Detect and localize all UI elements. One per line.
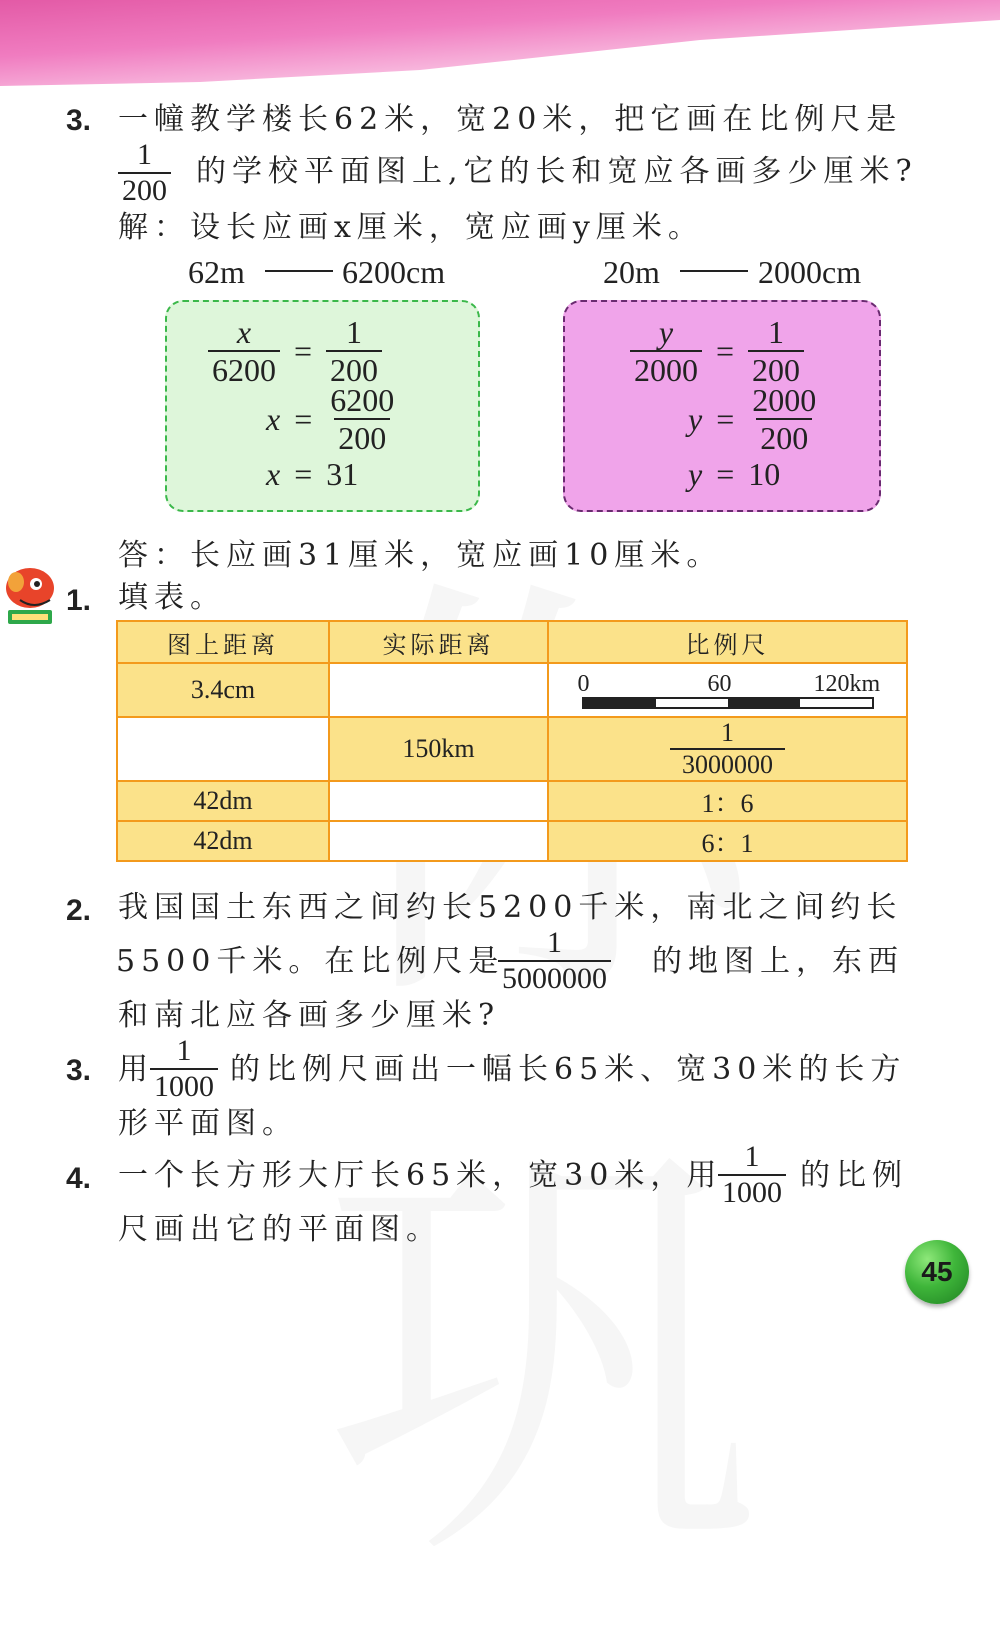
cell-actual-blank[interactable] — [329, 781, 548, 821]
equals-sign: = — [294, 456, 313, 492]
pink-var: y — [688, 400, 703, 437]
cell-actual-distance: 150km — [329, 717, 548, 781]
green-l2den: 200 — [334, 418, 390, 454]
equals-sign: = — [716, 332, 735, 369]
header-scale: 比例尺 — [548, 621, 907, 663]
answer-line: 答：长应画31厘米，宽应画10厘米。 — [118, 538, 723, 573]
cell-scalebar — [548, 663, 907, 717]
mascot-icon — [0, 560, 64, 632]
exercise-2-line3: 和南北应各画多少厘米? — [118, 998, 501, 1033]
conversion-left-a: 62m — [188, 254, 245, 290]
fraction-numerator: 1 — [137, 138, 152, 171]
fill-table — [116, 620, 908, 862]
exercise-4-post: 的比例 — [800, 1158, 908, 1193]
green-var: x — [266, 456, 281, 492]
pink-equation-2 — [688, 384, 820, 454]
scale-frac-den: 3000000 — [670, 748, 785, 778]
page-number-badge: 45 — [905, 1240, 969, 1304]
pink-equation-3 — [688, 456, 780, 493]
conversion-left-b: 6200cm — [342, 254, 446, 290]
scale-segment — [728, 699, 800, 707]
cell-map-distance: 3.4cm — [117, 663, 329, 717]
green-var: x — [266, 400, 281, 437]
example-line1: 一幢教学楼长62米，宽20米，把它画在比例尺是 — [118, 102, 903, 137]
cell-map-distance: 42dm — [117, 821, 329, 861]
top-banner — [0, 0, 1000, 92]
exercise-3-fraction — [150, 1036, 218, 1102]
fraction-denominator: 1000 — [150, 1068, 218, 1102]
pink-rden: 200 — [748, 350, 804, 386]
scale-bar — [577, 671, 881, 709]
fraction-numerator: 1 — [176, 1034, 192, 1067]
scale-label-60: 60 — [707, 671, 732, 697]
pink-equation-1 — [630, 316, 804, 386]
exercise-4-number: 4. — [66, 1162, 92, 1195]
scale-segment — [584, 699, 656, 707]
pink-l2den: 200 — [756, 418, 812, 454]
fraction-numerator: 1 — [744, 1140, 760, 1173]
example-number: 3. — [66, 104, 92, 137]
cell-map-blank[interactable] — [117, 717, 329, 781]
exercise-1-title: 填表。 — [118, 580, 226, 615]
green-equation-3 — [266, 456, 358, 493]
fraction-numerator: 1 — [547, 926, 562, 959]
scale-bar-segments — [582, 697, 874, 709]
cell-scale-fraction — [548, 717, 907, 781]
fraction-denominator: 5000000 — [498, 960, 611, 994]
cell-actual-blank[interactable] — [329, 663, 548, 717]
conversion-dash — [680, 270, 748, 272]
equals-sign: = — [716, 456, 735, 492]
green-rden: 200 — [326, 350, 382, 386]
cell-map-distance: 42dm — [117, 781, 329, 821]
exercise-2-fraction — [498, 928, 611, 994]
conversion-right-b: 2000cm — [758, 254, 862, 290]
header-map-distance: 图上距离 — [117, 621, 329, 663]
exercise-4-pre: 一个长方形大厅长65米，宽30米，用 — [118, 1158, 723, 1193]
green-equation-1 — [208, 316, 382, 386]
green-rnum: 1 — [346, 314, 363, 350]
exercise-2-number: 2. — [66, 894, 92, 927]
exercise-2-line2a: 5500千米。在比例尺是 — [116, 944, 505, 979]
exercise-3-number: 3. — [66, 1054, 92, 1087]
scale-segment — [656, 699, 728, 707]
exercise-2-line1: 我国国土东西之间约长5200千米，南北之间约长 — [118, 890, 903, 925]
exercise-4-fraction — [718, 1142, 786, 1208]
equals-sign: = — [294, 400, 313, 437]
table-row — [117, 821, 907, 861]
pink-den: 2000 — [630, 350, 702, 386]
pink-l2num: 2000 — [752, 382, 817, 418]
exercise-3-post: 的比例尺画出一幅长65米、宽30米的长方 — [230, 1052, 907, 1087]
scale-label-120: 120km — [813, 671, 881, 697]
green-equation-2 — [266, 384, 398, 454]
cell-actual-blank[interactable] — [329, 821, 548, 861]
pink-result: 10 — [748, 456, 781, 492]
exercise-3-pre: 用 — [118, 1052, 154, 1087]
exercise-1-number: 1. — [66, 584, 92, 617]
scale-frac-num: 1 — [721, 718, 734, 747]
header-actual-distance: 实际距离 — [329, 621, 548, 663]
exercise-3-line2: 形平面图。 — [118, 1106, 298, 1141]
table-row — [117, 663, 907, 717]
pink-var: y — [688, 456, 703, 492]
green-l2num: 6200 — [330, 382, 395, 418]
cell-scale-ratio: 1：6 — [548, 781, 907, 821]
scale-segment — [800, 699, 872, 707]
pink-rnum: 1 — [768, 314, 785, 350]
table-header-row — [117, 621, 907, 663]
table-row — [117, 717, 907, 781]
exercise-4-line2: 尺画出它的平面图。 — [118, 1212, 442, 1247]
fraction-denominator: 1000 — [718, 1174, 786, 1208]
conversion-right-a: 20m — [603, 254, 660, 290]
green-var: x — [236, 314, 252, 350]
exercise-2-line2b: 的地图上，东西 — [652, 944, 904, 979]
conversion-dash — [265, 270, 333, 272]
fraction-denominator: 200 — [118, 172, 171, 206]
cell-scale-ratio: 6：1 — [548, 821, 907, 861]
green-den: 6200 — [208, 350, 280, 386]
scale-label-0: 0 — [577, 671, 590, 697]
equals-sign: = — [294, 332, 313, 369]
equals-sign: = — [716, 400, 735, 437]
green-result: 31 — [326, 456, 359, 492]
solution-line: 解：设长应画x厘米，宽应画y厘米。 — [118, 210, 704, 245]
example-line2: 的学校平面图上,它的长和宽应各画多少厘米? — [196, 154, 918, 189]
example-fraction — [118, 140, 171, 206]
table-row — [117, 781, 907, 821]
pink-var: y — [658, 314, 674, 350]
